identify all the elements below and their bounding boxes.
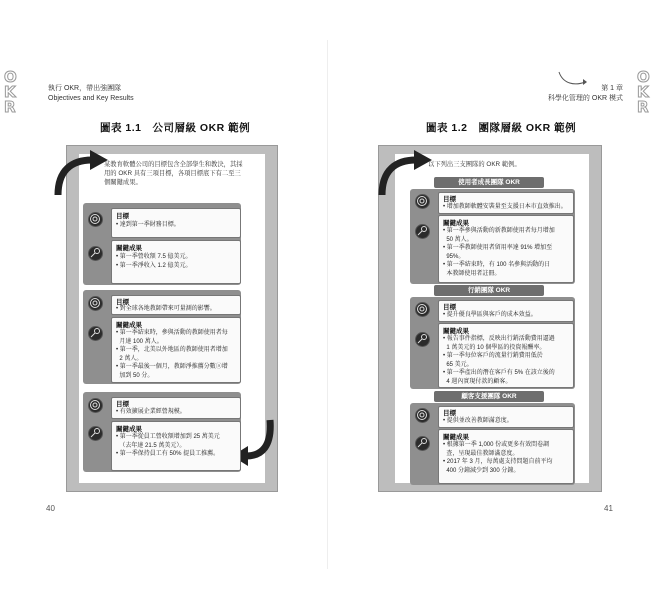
key-results-label: 關鍵成果	[116, 426, 142, 433]
key-result-item: • 第一季結束時，參與活動的教師使用者每	[116, 330, 228, 336]
book-gutter	[327, 40, 328, 569]
key-result-item: 400 分鐘減少到 300 分鐘。	[446, 467, 520, 474]
key-result-list	[443, 335, 555, 386]
right-side-logo: O K R	[637, 68, 650, 116]
key-result-list	[116, 253, 191, 270]
target-icon	[415, 194, 430, 209]
target-icon	[88, 212, 103, 227]
key-result-item: 本教師使用者註冊。	[446, 270, 501, 277]
key-result-item: 查，呈現最佳教師滿意度。	[446, 450, 519, 457]
left-figure-title: 圖表 1.1 公司層級 OKR 範例	[100, 122, 251, 134]
objective-box	[438, 192, 574, 214]
key-result-list	[116, 433, 220, 459]
objective-box	[111, 208, 241, 238]
key-icon	[415, 332, 430, 347]
left-header	[48, 84, 134, 104]
key-results-box	[438, 323, 574, 388]
key-result-item: • 2017 年 3 月，每萬處支持問題自前平均	[443, 459, 553, 465]
key-result-item: • 第一季從員工營收額增加到 25 萬美元	[116, 434, 220, 440]
key-result-item: 加到 50 分。	[119, 372, 154, 379]
key-icon	[88, 426, 103, 441]
key-results-label: 關鍵成果	[443, 328, 469, 335]
objective-text: • 增加教師軟體安裝量至支援日本市直效推出。	[443, 204, 567, 210]
objective-text: • 提升優良學區與客戶的成本效益。	[443, 312, 537, 318]
right-header	[543, 84, 623, 104]
team-banner: 行銷團隊 OKR	[434, 285, 544, 296]
key-result-item: • 第一季，北美以外地區的教師使用者增加	[116, 347, 228, 353]
objective-text: • 達到第一季財務目標。	[116, 222, 180, 228]
left-intro-line: 用的 OKR 具有三項目標，各項目標底下有二至三	[104, 170, 241, 177]
key-result-item: • 第一季每位客戶的流量行銷費用低於	[443, 353, 543, 359]
key-result-list	[443, 441, 552, 475]
left-side-logo: O K R	[4, 68, 17, 116]
key-result-item: 月達 100 萬人。	[119, 338, 163, 345]
key-result-item: （去年達 21.5 萬美元）。	[119, 442, 186, 449]
key-result-item: 95%。	[446, 253, 465, 260]
key-results-box	[111, 240, 241, 284]
objective-text: • 有效擴展企業經營規模。	[116, 409, 186, 415]
left-header-title: 執行 OKR，帶出強團隊	[48, 85, 122, 92]
key-results-label: 關鍵成果	[443, 434, 469, 441]
left-header-subtitle: Objectives and Key Results	[48, 95, 134, 102]
key-result-item: • 根據第一季 1,000 份或更多有效問卷調	[443, 442, 550, 448]
objective-box	[111, 295, 241, 315]
target-icon	[415, 408, 430, 423]
team-banner: 顧客支援團隊 OKR	[434, 391, 544, 402]
key-result-item: • 第一季產出的潛在客戶有 5% 在該立後的	[443, 370, 555, 376]
left-intro-line: 某教育軟體公司的目標包含全部學生和教決，其採	[104, 161, 243, 168]
key-result-item: • 第一季教師使用者留用率達 91% 增加至	[443, 245, 553, 251]
key-results-label: 關鍵成果	[116, 245, 142, 252]
key-result-item: 65 美元。	[446, 361, 473, 368]
objective-label: 目標	[116, 213, 129, 220]
left-intro	[104, 160, 243, 187]
key-result-list	[443, 227, 555, 278]
key-result-item: • 第一季參與活動的新教師使用者每月增加	[443, 228, 555, 234]
key-result-item: • 第一季保持員工有 50% 提員工推薦。	[116, 451, 220, 457]
objective-box	[438, 300, 574, 322]
key-results-label: 關鍵成果	[443, 220, 469, 227]
right-header-subtitle: 科學化管理的 OKR 模式	[547, 95, 623, 102]
objective-box	[111, 397, 241, 419]
target-icon	[415, 302, 430, 317]
left-intro-line: 個關鍵成果。	[104, 179, 142, 186]
key-icon	[88, 326, 103, 341]
key-results-box	[438, 429, 574, 484]
key-results-label: 關鍵成果	[116, 322, 142, 329]
key-result-item: • 第一季結束時，有 100 名參與活動的日	[443, 262, 551, 268]
target-icon	[88, 296, 103, 311]
top-curved-arrow-icon	[52, 150, 112, 200]
target-icon	[88, 398, 103, 413]
key-results-box	[438, 215, 574, 283]
right-figure-title: 圖表 1.2 團隊層級 OKR 範例	[426, 122, 577, 134]
objective-text: • 提供並改善教師滿意度。	[443, 418, 513, 424]
key-result-item: 1 萬美元的 10 個學區的投資報酬率。	[446, 344, 546, 351]
objective-label: 目標	[443, 196, 456, 203]
key-result-item: 2 萬人。	[119, 355, 143, 362]
key-result-item: • 第一季營收額 7.5 億美元。	[116, 254, 192, 260]
key-results-box	[111, 317, 241, 383]
objective-label: 目標	[116, 299, 129, 306]
key-results-box	[111, 421, 241, 471]
key-icon	[415, 436, 430, 451]
left-page-number: 40	[46, 504, 55, 513]
objective-label: 目標	[443, 410, 456, 417]
objective-label: 目標	[443, 304, 456, 311]
right-intro: 以下列出三支團隊的 OKR 範例。	[428, 161, 521, 168]
right-header-chapter: 第 1 章	[601, 85, 623, 92]
objective-box	[438, 406, 574, 428]
key-result-item: • 第一季最後一個月，教師淨推薦分數ⓐ增	[116, 364, 228, 370]
objective-text: • 對全球各地教師帶來可量測的影響。	[116, 306, 216, 312]
right-page-number: 41	[604, 504, 613, 513]
key-icon	[415, 224, 430, 239]
key-result-item: • 報告事件指標，反映出行銷活動費用逼過	[443, 336, 555, 342]
key-icon	[88, 246, 103, 261]
team-banner: 使用者成長團隊 OKR	[434, 177, 544, 188]
key-result-item: 50 萬人。	[446, 236, 473, 243]
objective-label: 目標	[116, 401, 129, 408]
key-result-item: • 第一季淨收入 1.2 億美元。	[116, 262, 192, 269]
key-result-item: 4 週內實現付款的顧客。	[446, 378, 512, 385]
key-result-list	[116, 329, 228, 380]
